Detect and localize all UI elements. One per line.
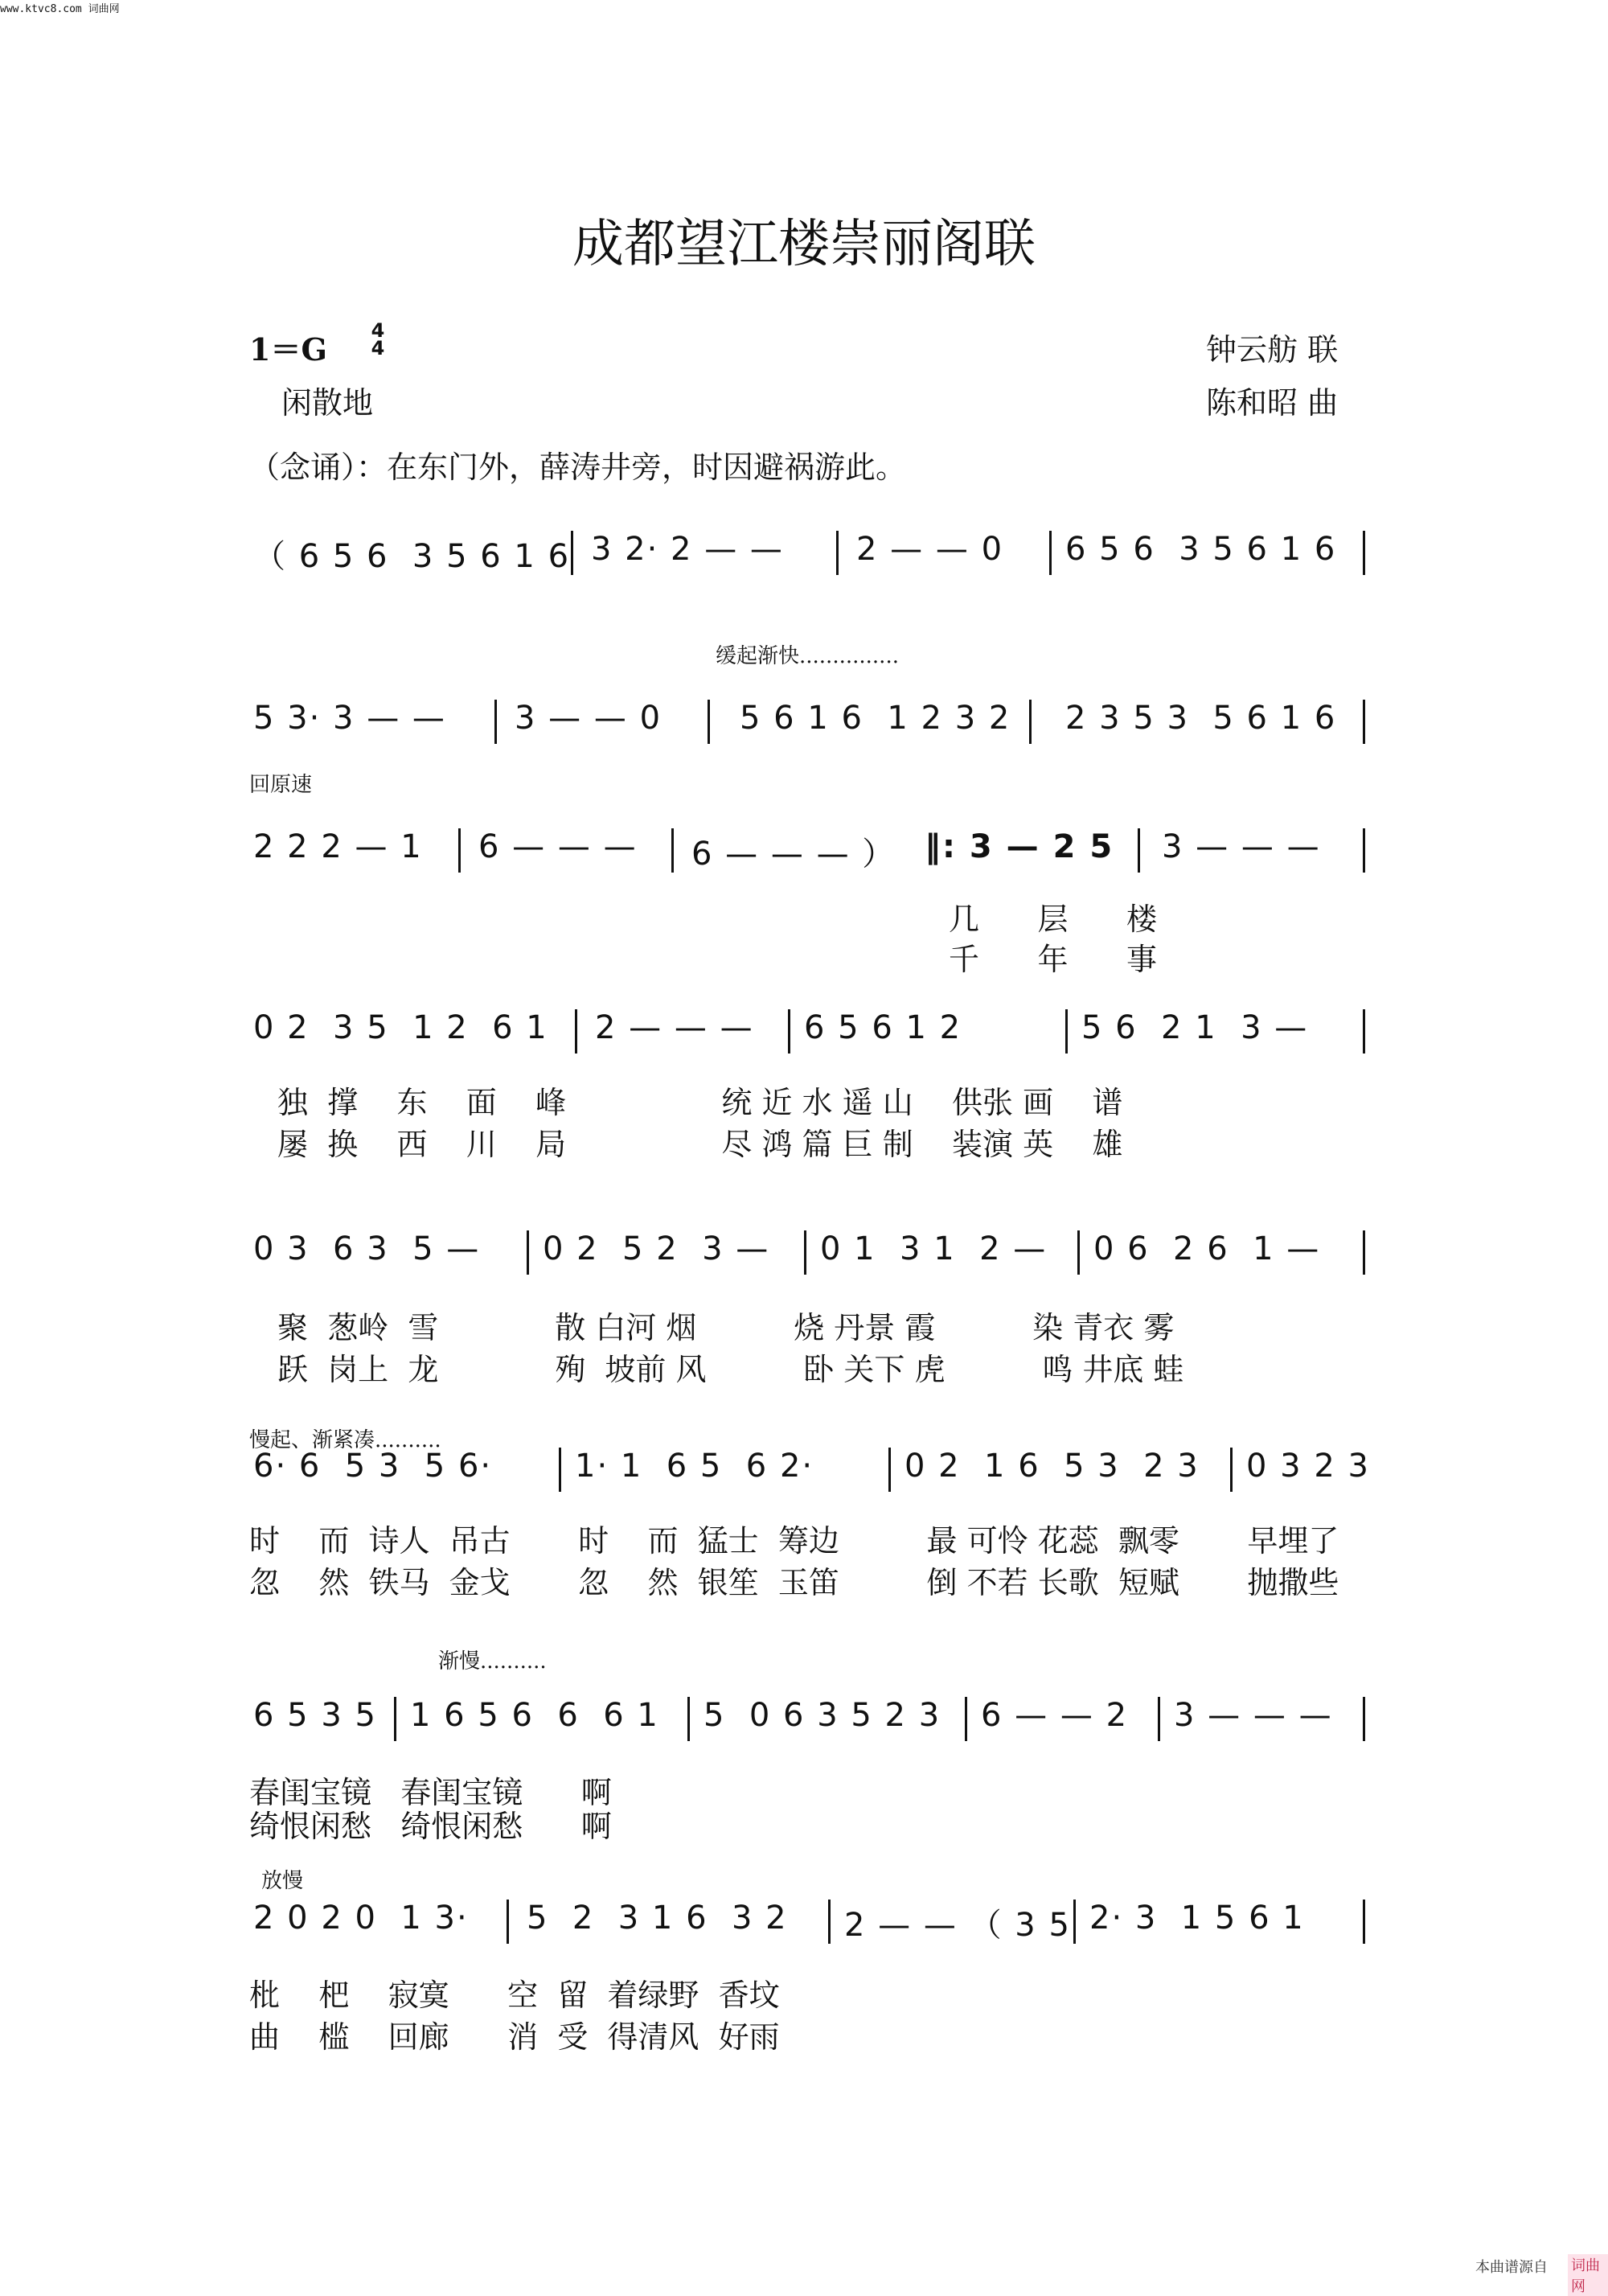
s3-bar-3: 6 — — — ） (691, 836, 896, 873)
s3-bar-1: 2 2 2 — 1 (253, 828, 423, 865)
accel-marking: 缓起渐快............... (716, 644, 899, 668)
barline (708, 700, 710, 744)
system-3 (253, 828, 1367, 877)
barline (559, 1448, 561, 1492)
barline (1158, 1697, 1160, 1741)
barline (394, 1697, 396, 1741)
lyric-s5-verse-2: 跃 岗上 龙 殉 坡前 风 卧 关下 虎 鸣 井底 蛙 (277, 1352, 1184, 1387)
barline (1363, 1009, 1365, 1054)
system-2 (253, 700, 1367, 748)
song-title: 成都望江楼崇丽阁联 (572, 215, 1036, 274)
lyric-s8-verse-1: 枇 杷 寂寞 空 留 着绿野 香坟 (249, 1978, 780, 2013)
barline (494, 700, 497, 744)
s3-bar-4: ‖: 3 — 2 5 (925, 828, 1114, 865)
tempo-marking: 闲散地 (281, 385, 374, 421)
time-bottom: 4 (371, 337, 385, 359)
lyric-s4-verse-2: 屡 换 西 川 局 尽 鸿 篇 巨 制 装演 英 雄 (277, 1127, 1123, 1162)
s7-bar-5: 3 — — — (1174, 1697, 1333, 1734)
slow-tight-marking: 慢起、渐紧凑.......... (249, 1428, 441, 1452)
footer-source: 本曲谱源自 (1475, 2259, 1548, 2276)
barline (1363, 1900, 1365, 1944)
s4-bar-2: 2 — — — (595, 1009, 754, 1046)
s7-bar-4: 6 — — 2 (981, 1697, 1129, 1734)
barline (527, 1230, 529, 1275)
corner-watermark: www.ktvc8.com 词曲网 (0, 3, 120, 15)
lyric-s3-verse-2: 千 年 事 (949, 942, 1157, 977)
barline (1138, 828, 1140, 873)
s2-bar-3: 5 6 1 6 1 2 3 2 (740, 700, 1011, 737)
barline (965, 1697, 967, 1741)
s1-bar-3: 2 — — 0 (856, 531, 1004, 568)
allarg-marking: 放慢 (261, 1869, 304, 1893)
barline (1065, 1009, 1068, 1054)
barline (671, 828, 674, 873)
system-8 (253, 1900, 1367, 1948)
s2-bar-2: 3 — — 0 (515, 700, 662, 737)
s1-bar-2: 3 2· 2 — — (591, 531, 784, 568)
barline (888, 1448, 891, 1492)
lyric-s6-verse-2: 忽 然 铁马 金戈 忽 然 银笙 玉笛 倒 不若 长歌 短赋 抛撒些 (249, 1565, 1339, 1600)
s8-bar-3: 2 — — （ 3 5 (844, 1907, 1071, 1944)
composer: 陈和昭 曲 (1206, 385, 1339, 421)
tempo-primo-marking: 回原速 (249, 773, 313, 797)
barline (687, 1697, 690, 1741)
s8-bar-1: 2 0 2 0 1 3· (253, 1900, 469, 1937)
s8-bar-4: 2· 3 1 5 6 1 (1089, 1900, 1305, 1937)
s6-bar-1: 6· 6 5 3 5 6· (253, 1448, 493, 1485)
barline (828, 1900, 831, 1944)
s7-bar-1: 6 5 3 5 (253, 1697, 377, 1734)
s1-bar-1: （ 6 5 6 3 5 6 1 6 (253, 538, 571, 575)
s5-bar-3: 0 1 3 1 2 — (820, 1230, 1048, 1267)
barline (1363, 1230, 1365, 1275)
barline (1230, 1448, 1233, 1492)
s2-bar-4: 2 3 5 3 5 6 1 6 (1065, 700, 1337, 737)
barline (1077, 1230, 1080, 1275)
system-5 (253, 1230, 1367, 1279)
barline (1363, 828, 1365, 873)
barline (1073, 1900, 1076, 1944)
s1-bar-4: 6 5 6 3 5 6 1 6 (1065, 531, 1337, 568)
s7-bar-2: 1 6 5 6 6 6 1 (410, 1697, 659, 1734)
rit-marking: 渐慢.......... (438, 1649, 547, 1674)
barline (1363, 531, 1365, 575)
barline (571, 531, 573, 575)
lyric-s3-verse-1: 几 层 楼 (949, 902, 1157, 937)
barline (804, 1230, 806, 1275)
s2-bar-1: 5 3· 3 — — (253, 700, 446, 737)
lyricist: 钟云舫 联 (1206, 332, 1339, 368)
s6-bar-2: 1· 1 6 5 6 2· (575, 1448, 814, 1485)
lyric-s5-verse-1: 聚 葱岭 雪 散 白河 烟 烧 丹景 霞 染 青衣 雾 (277, 1310, 1175, 1345)
s8-bar-2: 5 2 3 1 6 3 2 (527, 1900, 788, 1937)
s5-bar-1: 0 3 6 3 5 — (253, 1230, 481, 1267)
system-7 (253, 1697, 1367, 1745)
s7-bar-3: 5 0 6 3 5 2 3 (704, 1697, 941, 1734)
lyric-s7-verse-2: 绮恨闲愁 绮恨闲愁 啊 (249, 1809, 612, 1844)
s6-bar-4: 0 3 2 3 (1246, 1448, 1370, 1485)
time-signature (368, 319, 388, 359)
s5-bar-4: 0 6 2 6 1 — (1093, 1230, 1321, 1267)
barline (1029, 700, 1032, 744)
s5-bar-2: 0 2 5 2 3 — (543, 1230, 770, 1267)
s3-bar-5: 3 — — — (1162, 828, 1321, 865)
s6-bar-3: 0 2 1 6 5 3 2 3 (904, 1448, 1200, 1485)
barline (788, 1009, 790, 1054)
s4-bar-4: 5 6 2 1 3 — (1081, 1009, 1309, 1046)
barline (836, 531, 839, 575)
system-4 (253, 1009, 1367, 1058)
time-top: 4 (371, 319, 385, 342)
system-1 (253, 531, 1367, 579)
s3-bar-2: 6 — — — (478, 828, 638, 865)
system-6 (253, 1448, 1370, 1496)
footer-site[interactable]: 词曲网 (1568, 2254, 1608, 2296)
barline (1363, 1697, 1365, 1741)
lyric-s8-verse-2: 曲 槛 回廊 消 受 得清风 好雨 (249, 2019, 780, 2055)
key-signature: 1＝G (249, 331, 327, 368)
barline (1049, 531, 1052, 575)
s4-bar-3: 6 5 6 1 2 (804, 1009, 962, 1046)
barline (1363, 700, 1365, 744)
lyric-s7-verse-1: 春闺宝镜 春闺宝镜 啊 (249, 1775, 612, 1810)
lyric-s6-verse-1: 时 而 诗人 吊古 时 而 猛士 筹边 最 可怜 花蕊 飘零 早埋了 (249, 1523, 1339, 1559)
lyric-s4-verse-1: 独 撑 东 面 峰 统 近 水 遥 山 供张 画 谱 (277, 1085, 1123, 1120)
barline (575, 1009, 577, 1054)
s4-bar-1: 0 2 3 5 1 2 6 1 (253, 1009, 548, 1046)
recitation-text: （念诵）：在东门外，薛涛井旁，时因避祸游此。 (249, 450, 907, 485)
barline (507, 1900, 509, 1944)
barline (458, 828, 461, 873)
